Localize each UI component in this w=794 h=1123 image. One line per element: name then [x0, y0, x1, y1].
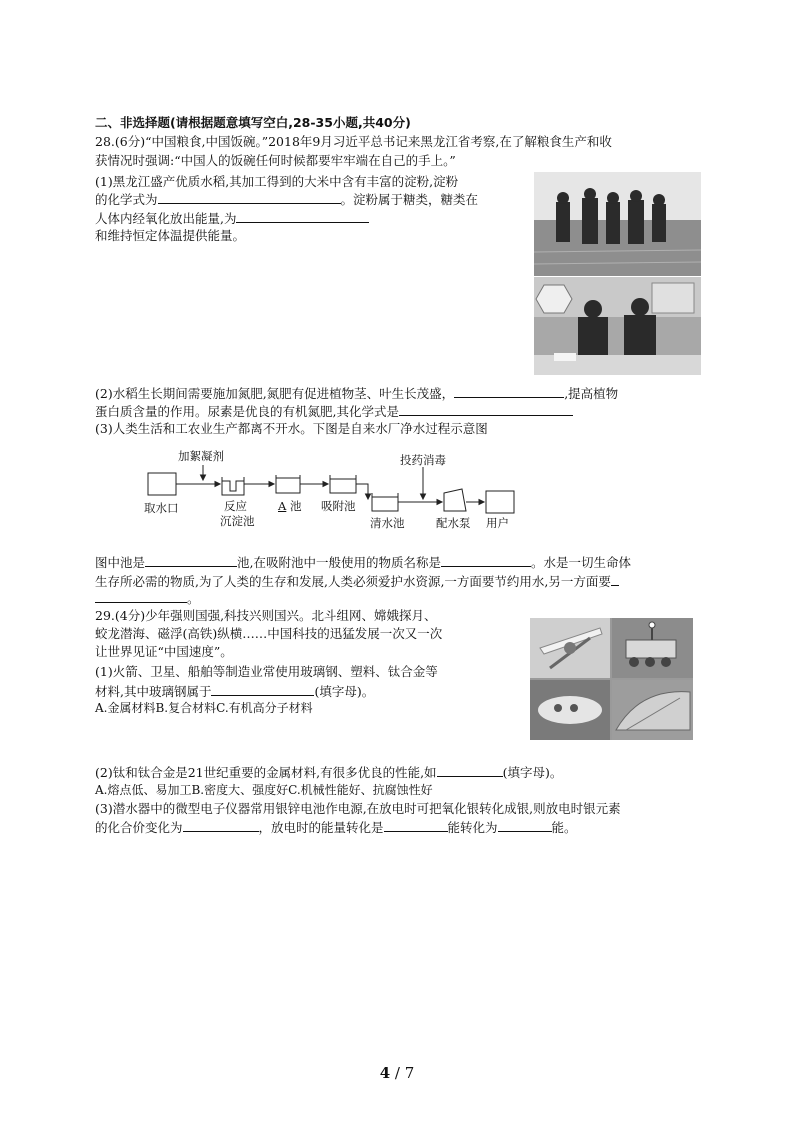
q29-p2-text: (2)钛和钛合金是21世纪重要的金属材料,有很多优良的性能,如: [95, 765, 437, 780]
answer-blank-fiberglass-type[interactable]: [211, 681, 314, 696]
label-flocculant: 加絮凝剂: [178, 449, 224, 463]
answer-blank-water-protect[interactable]: [95, 588, 187, 603]
q28-p2-text: (2)水稻生长期间需要施加氮肥,氮肥有促进植物茎、叶生长茂盛，: [95, 386, 455, 401]
q29-p3-line2: [95, 817, 577, 838]
page-current: 4: [379, 1064, 391, 1082]
label-disinfect: 投药消毒: [400, 453, 446, 467]
label-adsorption: 吸附池: [321, 499, 356, 513]
q28-p3-line1: (3)人类生活和工农业生产都离不开水。下图是自来水厂净水过程示意图: [95, 421, 488, 436]
q28-intro-line1: 28.(6分)“中国粮食,中国饭碗。”2018年9月习近平总书记来黑龙江省考察,在了解粮食生产和收: [95, 134, 612, 149]
q29-line1: 29.(4分)少年强则国强,科技兴则国兴。北斗组网、嫦娥探月、: [95, 608, 437, 623]
q28-p1-text: 人体内经氧化放出能量,为: [95, 211, 237, 226]
label-reaction: 反应: [224, 499, 247, 513]
q29-p2-options: A.熔点低、易加工B.密度大、强度好C.机械性能好、抗腐蚀性好: [95, 783, 433, 797]
section-heading: 二、非选择题(请根据题意填写空白,28-35小题,共40分): [95, 115, 411, 130]
q29-p3-text: 能转化为: [447, 820, 498, 835]
q29-p3-text: 的化合价变化为: [95, 820, 183, 835]
photo-china-tech-collage: [530, 618, 693, 740]
answer-blank-nitrogen-effect[interactable]: [454, 383, 564, 398]
answer-blank-water-protect-start[interactable]: [611, 571, 619, 586]
q29-p3-text: ，放电时的能量转化是: [258, 820, 384, 835]
answer-blank-adsorbent[interactable]: [441, 552, 531, 567]
answer-blank-urea-formula[interactable]: [399, 401, 573, 416]
label-intake: 取水口: [144, 501, 179, 515]
answer-blank-valence-change[interactable]: [183, 817, 259, 832]
page-total: 7: [404, 1064, 415, 1082]
q29-p1-line1: (1)火箭、卫星、船舶等制造业常使用玻璃钢、塑料、钛合金等: [95, 664, 438, 679]
label-sedimentation: 沉淀池: [220, 514, 255, 528]
q28-p2-text: 蛋白质含量的作用。尿素是优良的有机氮肥,其化学式是: [95, 404, 399, 419]
answer-blank-starch-formula[interactable]: [158, 189, 341, 204]
label-a-letter: A: [278, 499, 287, 513]
q28-p2-text: ,提高植物: [564, 386, 619, 401]
label-a-tank: [278, 499, 301, 513]
page-number: [0, 1063, 794, 1083]
q28-p3-text: 图中池是: [95, 555, 146, 570]
q28-p3-line2: [95, 552, 631, 573]
answer-blank-energy-from[interactable]: [384, 817, 448, 832]
q28-p3-text: 。: [187, 591, 200, 606]
label-user: 用户: [486, 516, 509, 530]
photo-rice-field-inspection: [534, 172, 701, 276]
q28-p3-text: 。水是一切生命体: [531, 555, 632, 570]
page-separator: /: [390, 1064, 405, 1082]
q28-p1-line4: 和维持恒定体温提供能量。: [95, 228, 246, 243]
q28-p3-text: 生存所必需的物质,为了人类的生存和发展,人类必须爱护水资源,一方面要节约用水,另一方面要: [95, 574, 611, 589]
q28-p1-line1: (1)黑龙江盛产优质水稻,其加工得到的大米中含有丰富的淀粉,淀粉: [95, 174, 459, 189]
q29-line2: 蛟龙潜海、磁浮(高铁)纵横……中国科技的迅猛发展一次又一次: [95, 626, 443, 641]
photo-rice-inspection-indoor: [534, 277, 701, 375]
label-a-suffix: 池: [289, 499, 302, 513]
answer-blank-energy-use[interactable]: [236, 208, 369, 223]
q28-p1-text: 的化学式为: [95, 192, 158, 207]
answer-blank-tank-name[interactable]: [145, 552, 237, 567]
label-clear-water: 清水池: [370, 516, 405, 530]
q29-p3-line1: (3)潜水器中的微型电子仪器常用银锌电池作电源,在放电时可把氧化银转化成银,则放电时银元素: [95, 801, 621, 816]
q28-p1-line2: [95, 189, 478, 210]
q29-p1-options: A.金属材料B.复合材料C.有机高分子材料: [95, 701, 313, 715]
water-treatment-diagram: [140, 445, 540, 545]
q28-p3-text: 池,在吸附池中一般使用的物质名称是: [237, 555, 441, 570]
answer-blank-titanium-property[interactable]: [437, 762, 503, 777]
answer-blank-energy-to[interactable]: [498, 817, 552, 832]
label-pump: 配水泵: [436, 516, 471, 530]
q28-p1-text: 。淀粉属于糖类，糖类在: [340, 192, 479, 207]
q29-p1-text: (填字母)。: [314, 684, 375, 699]
q29-p2-text: (填字母)。: [502, 765, 563, 780]
q29-line3: 让世界见证“中国速度”。: [95, 644, 233, 659]
q29-p1-text: 材料,其中玻璃钢属于: [95, 684, 212, 699]
q29-p3-text: 能。: [551, 820, 577, 835]
q28-intro-line2: 获情况时强调:“中国人的饭碗任何时候都要牢牢端在自己的手上。”: [95, 153, 456, 168]
